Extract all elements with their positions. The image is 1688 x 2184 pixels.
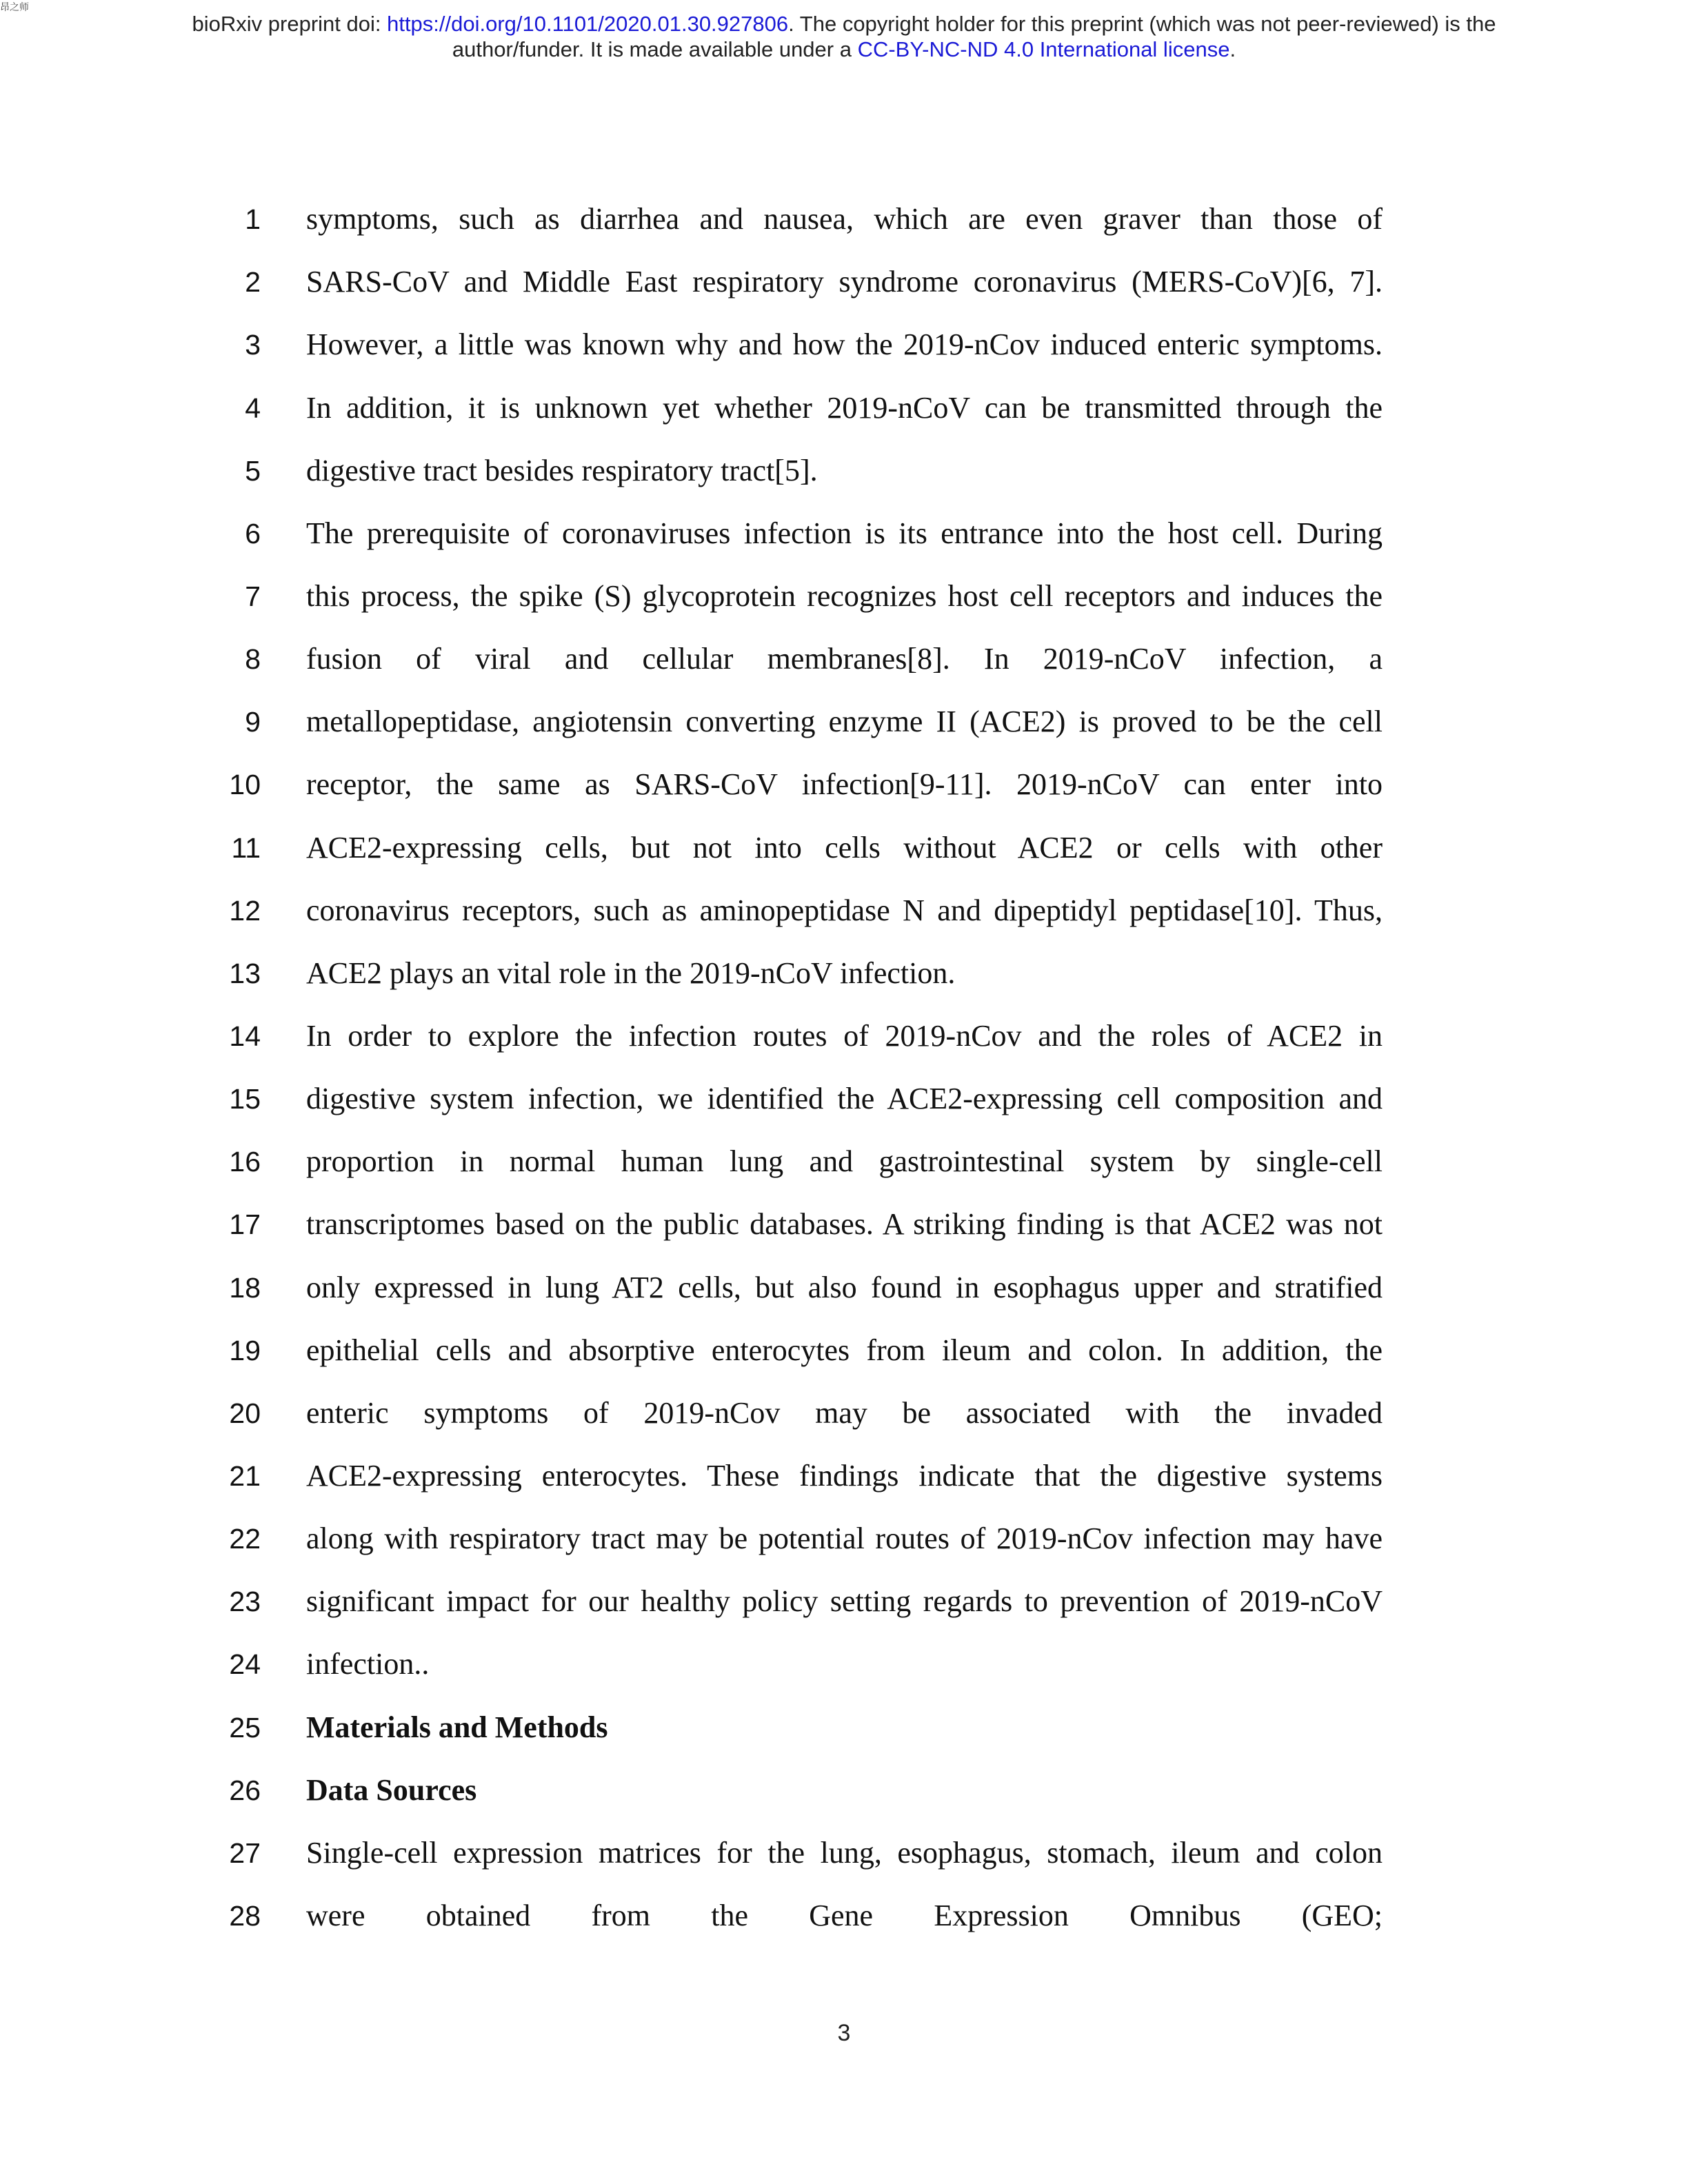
line-number: 26 xyxy=(229,1775,261,1806)
line-number: 19 xyxy=(229,1335,261,1366)
line-number: 21 xyxy=(229,1460,261,1492)
line-number: 1 xyxy=(245,203,261,235)
manuscript-line-16 xyxy=(0,1130,1688,1193)
body-text-line: ACE2-expressing enterocytes. These findings indicate that the digestive systems xyxy=(306,1459,1383,1493)
line-number: 23 xyxy=(229,1586,261,1617)
body-text-line: ACE2-expressing cells, but not into cells without ACE2 or cells with other xyxy=(306,831,1383,865)
body-text-line: receptor, the same as SARS-CoV infection[9-11]. 2019-nCoV can enter into xyxy=(306,767,1383,801)
manuscript-line-26 xyxy=(0,1759,1688,1822)
manuscript-line-1 xyxy=(0,188,1688,251)
line-number: 20 xyxy=(229,1397,261,1429)
line-number: 24 xyxy=(229,1648,261,1680)
header-copyright-text: . The copyright holder for this preprint (which was not peer-reviewed) is the xyxy=(788,12,1496,36)
section-heading: Materials and Methods xyxy=(306,1710,608,1744)
body-text-line: metallopeptidase, angiotensin converting enzyme II (ACE2) is proved to be the cell xyxy=(306,705,1383,738)
manuscript-line-12 xyxy=(0,879,1688,942)
preprint-header xyxy=(0,11,1688,62)
body-text-line: digestive tract besides respiratory tract[5]. xyxy=(306,454,818,487)
manuscript-line-25 xyxy=(0,1696,1688,1759)
manuscript-line-4 xyxy=(0,376,1688,440)
manuscript-line-23 xyxy=(0,1570,1688,1633)
line-number: 6 xyxy=(245,518,261,549)
line-number: 14 xyxy=(229,1020,261,1052)
body-text-line: coronavirus receptors, such as aminopeptidase N and dipeptidyl peptidase[10]. Thus, xyxy=(306,893,1383,927)
body-text-line: along with respiratory tract may be potential routes of 2019-nCov infection may have xyxy=(306,1521,1383,1555)
line-number: 2 xyxy=(245,266,261,298)
body-text-line: were obtained from the Gene Expression Omnibus (GEO; xyxy=(306,1899,1383,1932)
body-text-line: significant impact for our healthy policy setting regards to prevention of 2019-nCoV xyxy=(306,1584,1383,1618)
line-number: 28 xyxy=(229,1900,261,1932)
body-text-line: symptoms, such as diarrhea and nausea, which are even graver than those of xyxy=(306,202,1383,236)
manuscript-line-5 xyxy=(0,439,1688,503)
manuscript-line-22 xyxy=(0,1507,1688,1570)
body-text-line: only expressed in lung AT2 cells, but also found in esophagus upper and stratified xyxy=(306,1271,1383,1304)
body-text-line: this process, the spike (S) glycoprotein recognizes host cell receptors and induces the xyxy=(306,579,1383,613)
body-text-line: In addition, it is unknown yet whether 2019-nCoV can be transmitted through the xyxy=(306,391,1383,425)
manuscript-line-10 xyxy=(0,753,1688,816)
body-text-line: SARS-CoV and Middle East respiratory syndrome coronavirus (MERS-CoV)[6, 7]. xyxy=(306,265,1383,299)
manuscript-line-28 xyxy=(0,1884,1688,1948)
line-number: 22 xyxy=(229,1523,261,1555)
line-number: 11 xyxy=(231,832,261,864)
body-text-line: Single-cell expression matrices for the lung, esophagus, stomach, ileum and colon xyxy=(306,1836,1383,1870)
line-number: 13 xyxy=(229,958,261,989)
subsection-heading: Data Sources xyxy=(306,1773,477,1807)
line-number: 16 xyxy=(229,1146,261,1177)
manuscript-line-7 xyxy=(0,565,1688,628)
manuscript-line-3 xyxy=(0,313,1688,376)
corner-mark: 昂之师 xyxy=(0,2,29,13)
body-text-line: fusion of viral and cellular membranes[8]. In 2019-nCoV infection, a xyxy=(306,642,1383,676)
manuscript-line-24 xyxy=(0,1632,1688,1696)
header-license-suffix: . xyxy=(1229,37,1236,61)
doi-link[interactable]: https://doi.org/10.1101/2020.01.30.927806 xyxy=(387,12,789,36)
line-number: 18 xyxy=(229,1272,261,1304)
body-text-line: enteric symptoms of 2019-nCov may be associated with the invaded xyxy=(306,1396,1383,1430)
header-line-1 xyxy=(0,11,1688,37)
body-text-line: digestive system infection, we identified the ACE2-expressing cell composition and xyxy=(306,1082,1383,1115)
manuscript-line-18 xyxy=(0,1256,1688,1320)
line-number: 7 xyxy=(245,580,261,612)
body-text-line: proportion in normal human lung and gastrointestinal system by single-cell xyxy=(306,1144,1383,1178)
line-number: 8 xyxy=(245,643,261,675)
page-number: 3 xyxy=(837,2020,851,2046)
manuscript-line-11 xyxy=(0,816,1688,880)
manuscript-line-2 xyxy=(0,250,1688,314)
header-license-prefix: author/funder. It is made available under a xyxy=(452,37,858,61)
license-link[interactable]: CC-BY-NC-ND 4.0 International license xyxy=(857,37,1230,61)
header-prefix: bioRxiv preprint doi: xyxy=(192,12,388,36)
line-number: 10 xyxy=(229,769,261,800)
manuscript-line-8 xyxy=(0,627,1688,691)
body-text-line: transcriptomes based on the public databases. A striking finding is that ACE2 was not xyxy=(306,1207,1383,1241)
line-number: 5 xyxy=(245,455,261,487)
manuscript-line-21 xyxy=(0,1444,1688,1508)
manuscript-line-14 xyxy=(0,1004,1688,1068)
manuscript-line-27 xyxy=(0,1821,1688,1885)
line-number: 4 xyxy=(245,392,261,424)
body-text-line: However, a little was known why and how the 2019-nCov induced enteric symptoms. xyxy=(306,327,1383,361)
body-text-line: epithelial cells and absorptive enterocytes from ileum and colon. In addition, the xyxy=(306,1333,1383,1367)
manuscript-line-19 xyxy=(0,1319,1688,1382)
line-number: 15 xyxy=(229,1083,261,1115)
body-text-line: ACE2 plays an vital role in the 2019-nCoV infection. xyxy=(306,956,956,990)
line-number: 12 xyxy=(229,895,261,927)
manuscript-line-20 xyxy=(0,1382,1688,1445)
line-number: 9 xyxy=(245,706,261,738)
manuscript-line-6 xyxy=(0,502,1688,565)
header-line-2 xyxy=(0,37,1688,62)
body-text-line: infection.. xyxy=(306,1647,430,1681)
manuscript-line-13 xyxy=(0,942,1688,1005)
line-number: 17 xyxy=(229,1209,261,1240)
manuscript-line-17 xyxy=(0,1193,1688,1256)
manuscript-line-9 xyxy=(0,690,1688,754)
line-number: 3 xyxy=(245,329,261,361)
line-number: 25 xyxy=(229,1712,261,1743)
manuscript-line-15 xyxy=(0,1067,1688,1131)
body-text-line: The prerequisite of coronaviruses infection is its entrance into the host cell. During xyxy=(306,516,1383,550)
line-number: 27 xyxy=(229,1837,261,1869)
body-text-line: In order to explore the infection routes of 2019-nCov and the roles of ACE2 in xyxy=(306,1019,1383,1053)
